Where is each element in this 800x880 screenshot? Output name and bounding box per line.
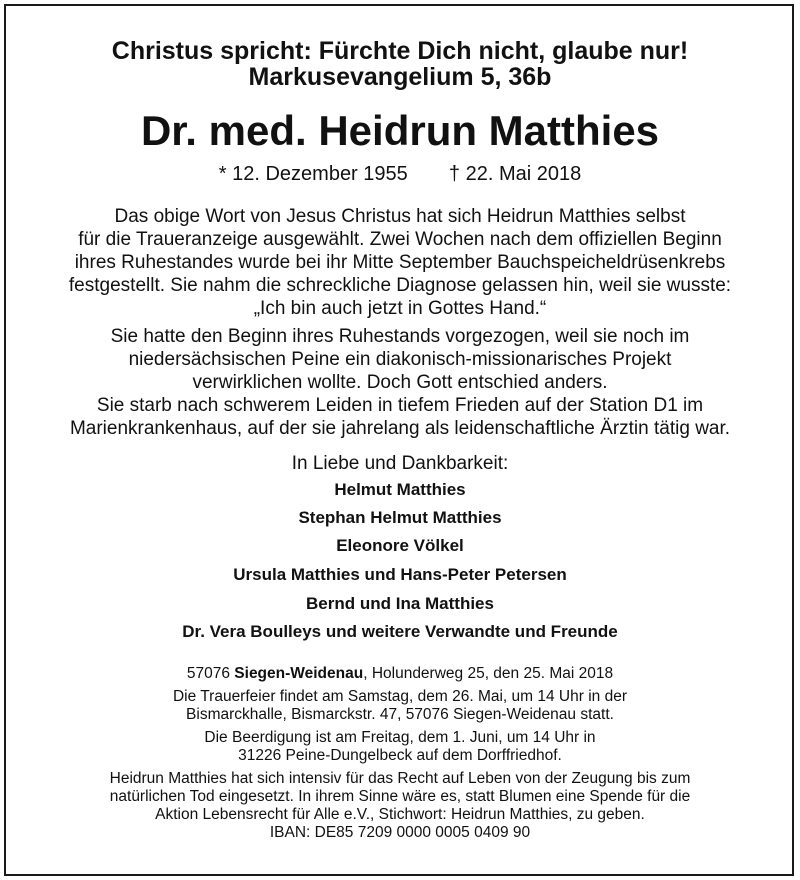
paragraph-line: festgestellt. Sie nahm die schreckliche Diagnose gelassen hin, weil sie wusste: (68, 275, 732, 296)
city-name: Siegen-Weidenau (234, 665, 364, 682)
bible-quote: Christus spricht: Fürchte Dich nicht, glaube nur! (111, 37, 689, 65)
mourner-name: Stephan Helmut Matthies (298, 508, 502, 527)
burial-info: 31226 Peine-Dungelbeck auf dem Dorffriedhof. (238, 747, 562, 764)
deceased-name: Dr. med. Heidrun Matthies (140, 107, 660, 154)
mourner-name: Bernd und Ina Matthies (306, 594, 494, 613)
paragraph-line: verwirklichen wollte. Doch Gott entschied anders. (192, 372, 608, 393)
paragraph-line: Das obige Wort von Jesus Christus hat sich Heidrun Matthies selbst (114, 206, 686, 227)
paragraph-line: für die Traueranzeige ausgewählt. Zwei Wochen nach dem offiziellen Beginn (78, 229, 722, 250)
burial-info: Die Beerdigung ist am Freitag, dem 1. Juni, um 14 Uhr in (204, 729, 596, 746)
zip-code: 57076 (186, 665, 230, 682)
mourner-name: Ursula Matthies und Hans-Peter Petersen (233, 565, 567, 584)
paragraph-line: Marienkrankenhaus, auf der sie jahrelang als leidenschaftliche Ärztin tätig war. (69, 418, 731, 439)
address-date: , Holunderweg 25, den 25. Mai 2018 (363, 665, 614, 682)
location-date (0, 665, 800, 683)
donation-info: Aktion Lebensrecht für Alle e.V., Stichwort: Heidrun Matthies, zu geben. (155, 806, 645, 823)
donation-info: natürlichen Tod eingesetzt. In ihrem Sinne wäre es, statt Blumen eine Spende für die (109, 788, 691, 805)
mourner-name: Dr. Vera Boulleys und weitere Verwandte und Freunde (182, 622, 618, 641)
funeral-info: Bismarckhalle, Bismarckstr. 47, 57076 Siegen-Weidenau statt. (186, 706, 614, 723)
funeral-info: Die Trauerfeier findet am Samstag, dem 26. Mai, um 14 Uhr in der (172, 688, 627, 705)
mourner-name: Helmut Matthies (334, 480, 466, 499)
paragraph-line: Sie starb nach schwerem Leiden in tiefem Frieden auf der Station D1 im (96, 395, 704, 416)
life-dates (0, 163, 800, 185)
paragraph-line: ihres Ruhestandes wurde bei ihr Mitte September Bauchspeicheldrüsenkrebs (74, 252, 726, 273)
death-date: † 22. Mai 2018 (448, 163, 582, 185)
bible-reference: Markusevangelium 5, 36b (248, 63, 552, 91)
donation-info: Heidrun Matthies hat sich intensiv für das Recht auf Leben von der Zeugung bis zum (109, 770, 691, 787)
mourner-name: Eleonore Völkel (336, 536, 464, 555)
mourners-intro: In Liebe und Dankbarkeit: (291, 453, 509, 474)
birth-date: * 12. Dezember 1955 (218, 163, 408, 185)
quote-line: „Ich bin auch jetzt in Gottes Hand.“ (253, 298, 547, 319)
iban: IBAN: DE85 7209 0000 0005 0409 90 (269, 824, 531, 841)
paragraph-line: niedersächsischen Peine ein diakonisch-missionarisches Projekt (128, 349, 672, 370)
paragraph-line: Sie hatte den Beginn ihres Ruhestands vorgezogen, weil sie noch im (110, 326, 690, 347)
